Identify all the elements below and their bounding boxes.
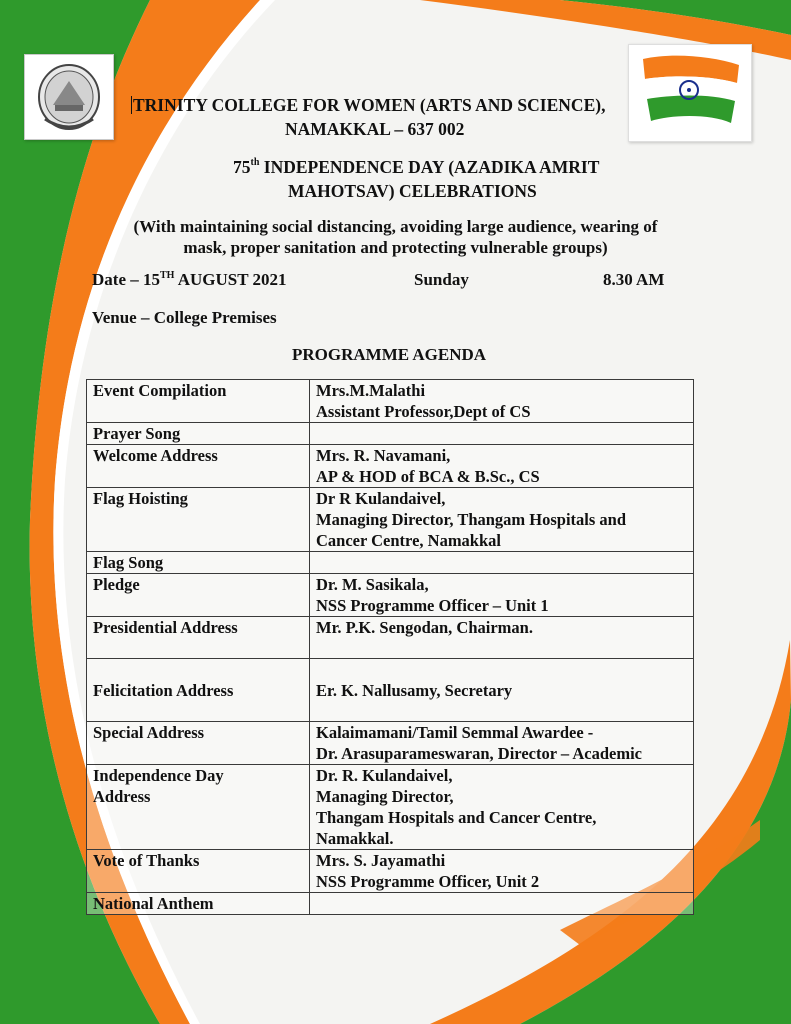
agenda-person-text: Mrs. R. Navamani, <box>316 446 451 465</box>
agenda-event <box>87 722 310 765</box>
agenda-person-text: Kalaimamani/Tamil Semmal Awardee - <box>316 723 594 742</box>
agenda-row <box>87 617 694 659</box>
agenda-event <box>87 552 310 574</box>
agenda-row <box>87 722 694 765</box>
agenda-row <box>87 893 694 915</box>
event-venue: Venue – College Premises <box>92 308 277 327</box>
flag-image <box>628 44 752 142</box>
agenda-person <box>310 445 694 488</box>
agenda-event <box>87 659 310 722</box>
agenda-row <box>87 423 694 445</box>
college-name-line1: TRINITY COLLEGE FOR WOMEN (ARTS AND SCIENCE), <box>133 95 606 115</box>
agenda-row <box>87 574 694 617</box>
event-day: Sunday <box>414 270 469 289</box>
agenda-person-text: NSS Programme Officer, Unit 2 <box>316 872 540 891</box>
agenda-event-text: Flag Song <box>93 553 164 572</box>
agenda-row <box>87 765 694 850</box>
agenda-person-text: Managing Director, <box>316 787 454 806</box>
agenda-event-text: Felicitation Address <box>93 680 234 700</box>
agenda-event-text: Address <box>93 787 151 806</box>
agenda-table <box>86 379 694 915</box>
agenda-person-text: Dr. R. Kulandaivel, <box>316 766 453 785</box>
agenda-person <box>310 488 694 552</box>
agenda-event <box>87 380 310 423</box>
agenda-person <box>310 617 694 659</box>
agenda-person-text: Dr R Kulandaivel, <box>316 489 446 508</box>
college-name-line2: NAMAKKAL – 637 002 <box>285 119 465 139</box>
agenda-person-text: Mrs.M.Malathi <box>316 381 426 400</box>
agenda-person-text: Namakkal. <box>316 829 394 848</box>
agenda-event-text: National Anthem <box>93 894 214 913</box>
agenda-person-text: NSS Programme Officer – Unit 1 <box>316 596 549 615</box>
agenda-event <box>87 617 310 659</box>
agenda-event-text: Independence Day <box>93 766 224 785</box>
agenda-person <box>310 893 694 915</box>
agenda-person <box>310 765 694 850</box>
agenda-person-text: Mr. P.K. Sengodan, Chairman. <box>316 618 533 637</box>
safety-note: (With maintaining social distancing, avoiding large audience, wearing of mask, proper sanitation and protecting vulnerable groups) <box>133 217 658 257</box>
agenda-person-text: Dr. Arasuparameswaran, Director – Academic <box>316 744 642 763</box>
college-emblem-icon <box>25 55 113 139</box>
agenda-row <box>87 552 694 574</box>
agenda-event <box>87 423 310 445</box>
college-logo <box>24 54 114 140</box>
agenda-event-text: Vote of Thanks <box>93 851 200 870</box>
agenda-event <box>87 850 310 893</box>
agenda-person-text: Managing Director, Thangam Hospitals and <box>316 510 627 529</box>
agenda-event <box>87 574 310 617</box>
agenda-person <box>310 850 694 893</box>
event-time: 8.30 AM <box>603 270 665 289</box>
agenda-event-text: Special Address <box>93 723 205 742</box>
agenda-person <box>310 659 694 722</box>
agenda-person-text: Mrs. S. Jayamathi <box>316 851 446 870</box>
agenda-event <box>87 893 310 915</box>
agenda-row <box>87 659 694 722</box>
agenda-person-text: Cancer Centre, Namakkal <box>316 531 501 550</box>
agenda-person <box>310 574 694 617</box>
agenda-event-text: Event Compilation <box>93 381 227 400</box>
agenda-person-text: Er. K. Nallusamy, Secretary <box>316 680 513 700</box>
event-date: Date – 15TH AUGUST 2021 <box>92 270 287 289</box>
agenda-event-text: Pledge <box>93 575 140 594</box>
agenda-person <box>310 380 694 423</box>
agenda-event-text: Presidential Address <box>93 618 238 637</box>
agenda-row <box>87 445 694 488</box>
agenda-person-text: AP & HOD of BCA & B.Sc., CS <box>316 467 540 486</box>
agenda-title: PROGRAMME AGENDA <box>292 345 487 364</box>
agenda-event-text: Welcome Address <box>93 446 218 465</box>
agenda-person <box>310 722 694 765</box>
agenda-row <box>87 850 694 893</box>
agenda-person <box>310 552 694 574</box>
agenda-person <box>310 423 694 445</box>
agenda-event <box>87 445 310 488</box>
agenda-person-text: Assistant Professor,Dept of CS <box>316 402 531 421</box>
agenda-event <box>87 488 310 552</box>
agenda-event <box>87 765 310 850</box>
event-title-line1: 75th INDEPENDENCE DAY (AZADIKA AMRIT <box>233 157 600 177</box>
event-title-line2: MAHOTSAV) CELEBRATIONS <box>288 181 537 201</box>
agenda-row <box>87 380 694 423</box>
indian-flag-icon <box>629 45 751 141</box>
agenda-row <box>87 488 694 552</box>
agenda-person-text: Thangam Hospitals and Cancer Centre, <box>316 808 597 827</box>
agenda-person-text: Dr. M. Sasikala, <box>316 575 429 594</box>
agenda-event-text: Prayer Song <box>93 424 181 443</box>
agenda-event-text: Flag Hoisting <box>93 489 188 508</box>
